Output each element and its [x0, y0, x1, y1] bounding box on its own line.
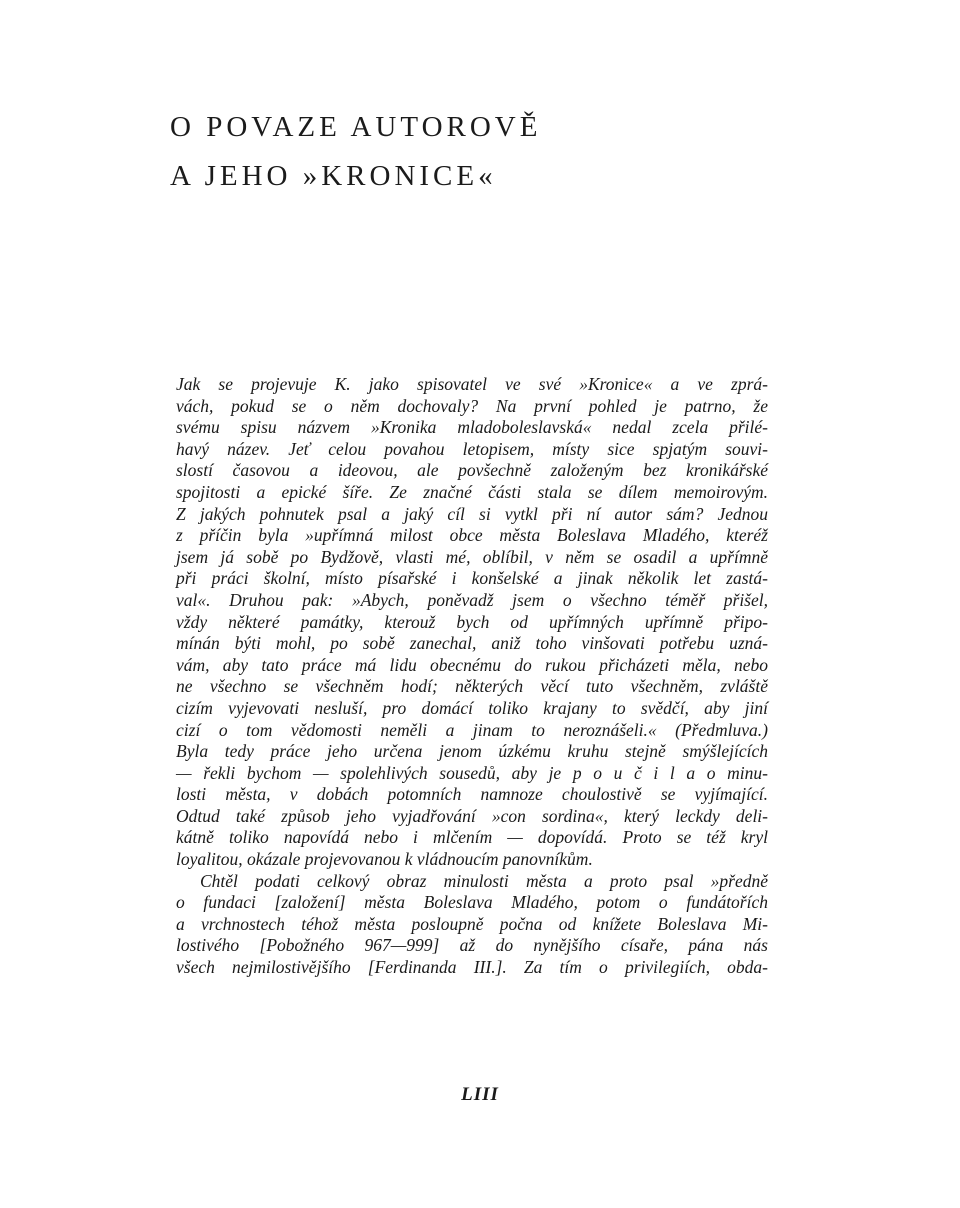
- text-line: při práci školní, místo písařské i konšelské a jinak několik let zastá-: [176, 568, 768, 589]
- text-line: vždy některé památky, kterouž bych od upřímných upřímně připo-: [176, 611, 768, 632]
- text-line: lostivého [Pobožného 967—999] až do nynějšího císaře, pána nás: [176, 935, 768, 956]
- text-line: vách, pokud se o něm dochovaly? Na první pohled je patrno, že: [176, 395, 768, 416]
- text-line: mínán býti mohl, po sobě zanechal, aniž toho vinšovati potřebu uzná-: [176, 633, 768, 654]
- text-line: o fundaci [založení] města Boleslava Mladého, potom o fundátořích: [176, 892, 768, 913]
- text-line: kátně toliko napovídá nebo i mlčením — dopovídá. Proto se též kryl: [176, 827, 768, 848]
- text-line: slostí časovou a ideovou, ale povšechně založeným bez kronikářské: [176, 460, 768, 481]
- text-line: Z jakých pohnutek psal a jaký cíl si vytkl při ní autor sám? Jednou: [176, 503, 768, 524]
- text-line: z příčin byla »upřímná milost obce města Boleslava Mladého, kteréž: [176, 525, 768, 546]
- text-line: Odtud také způsob jeho vyjadřování »con sordina«, který leckdy deli-: [176, 805, 768, 826]
- text-line: svému spisu názvem »Kronika mladoboleslavská« nedal zcela přilé-: [176, 417, 768, 438]
- text-line: ne všechno se všechněm hodí; některých věcí tuto všechněm, zvláště: [176, 676, 768, 697]
- text-line: val«. Druhou pak: »Abych, poněvadž jsem o všechno téměř přišel,: [176, 589, 768, 610]
- text-line: loyalitou, okázale projevovanou k vládnoucím panovníkům.: [176, 849, 593, 870]
- chapter-title-line-2: A JEHO »KRONICE«: [170, 160, 497, 192]
- text-line: — řekli bychom — spolehlivých sousedů, aby je p o u č i l a o minu-: [176, 762, 768, 783]
- text-line: Byla tedy práce jeho určena jenom úzkému kruhu stejně smýšlejících: [176, 741, 768, 762]
- chapter-title: [170, 103, 790, 201]
- text-line: spojitosti a epické šíře. Ze značné části stala se dílem memoirovým.: [176, 481, 768, 502]
- text-line: havý název. Jeť celou povahou letopisem, místy sice spjatým souvi-: [176, 438, 768, 459]
- text-line: a vrchnostech téhož města posloupně počna od knížete Boleslava Mi-: [176, 913, 768, 934]
- text-line: všech nejmilostivějšího [Ferdinanda III.]. Za tím o privilegiích, obda-: [176, 957, 768, 978]
- text-line: vám, aby tato práce má lidu obecnému do rukou přicházeti měla, nebo: [176, 654, 768, 675]
- text-line: cizím vyjevovati nesluší, pro domácí toliko krajany to svědčí, aby jiní: [176, 697, 768, 718]
- page-number: LIII: [461, 1084, 499, 1105]
- text-line: cizí o tom vědomosti neměli a jinam to neroznášeli.« (Předmluva.): [176, 719, 768, 740]
- text-line: Jak se projevuje K. jako spisovatel ve své »Kronice« a ve zprá-: [176, 374, 768, 394]
- text-line: jsem já sobě po Bydžově, vlasti mé, oblíbil, v něm se osadil a upřímně: [176, 546, 768, 567]
- text-line: losti města, v dobách potomních namnoze choulostivě se vyjímající.: [176, 784, 768, 805]
- chapter-title-line-1: O POVAZE AUTOROVĚ: [170, 111, 542, 143]
- body-text: [176, 374, 768, 979]
- text-line: Chtěl podati celkový obraz minulosti města a proto psal »předně: [200, 870, 768, 891]
